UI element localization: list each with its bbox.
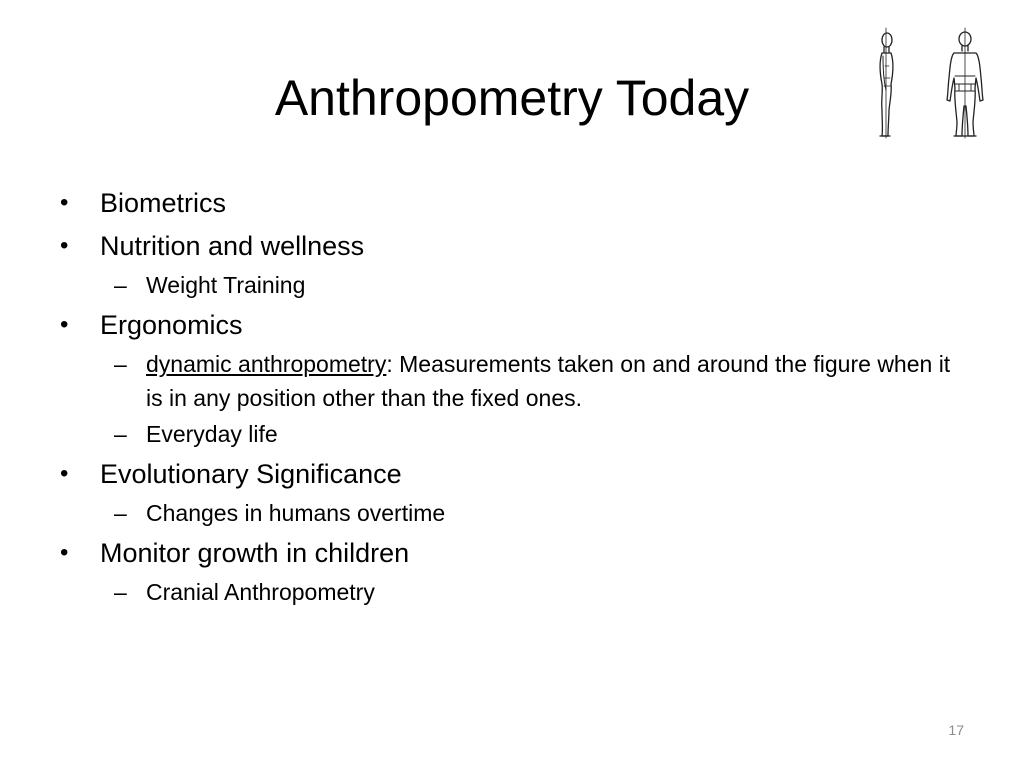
sub-list-item-text: Cranial Anthropometry xyxy=(146,579,375,605)
bullet-marker: • xyxy=(60,232,69,259)
sub-list-item xyxy=(58,347,958,415)
sub-list-item xyxy=(58,268,958,302)
list-item-text: Ergonomics xyxy=(100,310,243,340)
sub-list-item xyxy=(58,417,958,451)
dash-marker: – xyxy=(114,579,127,605)
list-item-text: Monitor growth in children xyxy=(100,538,410,568)
dash-marker: – xyxy=(114,272,127,298)
slide-title: Anthropometry Today xyxy=(274,70,750,126)
bullet-list xyxy=(58,180,958,609)
sub-list-item xyxy=(58,575,958,609)
human-figure-icon xyxy=(868,26,1000,144)
list-item xyxy=(58,226,958,266)
sub-list-item xyxy=(58,496,958,530)
list-item-text: Evolutionary Significance xyxy=(100,459,402,489)
sub-list-item-text: Weight Training xyxy=(146,272,306,298)
dash-marker: – xyxy=(114,351,127,377)
list-item-text: Nutrition and wellness xyxy=(100,231,365,261)
dash-marker: – xyxy=(114,500,127,526)
list-item xyxy=(58,533,958,573)
bullet-marker: • xyxy=(60,460,69,487)
sub-list-item-text: Everyday life xyxy=(146,421,278,447)
sub-list-item-text: : Measurements taken on and around the figure when it is in any position other than the fixed ones. xyxy=(146,351,951,411)
list-item-text: Biometrics xyxy=(100,188,227,218)
bullet-marker: • xyxy=(60,189,69,216)
underlined-term: dynamic anthropometry xyxy=(146,351,387,377)
dash-marker: – xyxy=(114,421,127,447)
list-item xyxy=(58,183,958,223)
front-view-figure-icon xyxy=(947,28,983,138)
sub-list-item-text: Changes in humans overtime xyxy=(146,500,446,526)
bullet-marker: • xyxy=(60,311,69,338)
list-item xyxy=(58,305,958,345)
bullet-marker: • xyxy=(60,539,69,566)
page-number: 17 xyxy=(948,722,964,738)
list-item xyxy=(58,454,958,494)
side-view-figure-icon xyxy=(880,28,893,138)
